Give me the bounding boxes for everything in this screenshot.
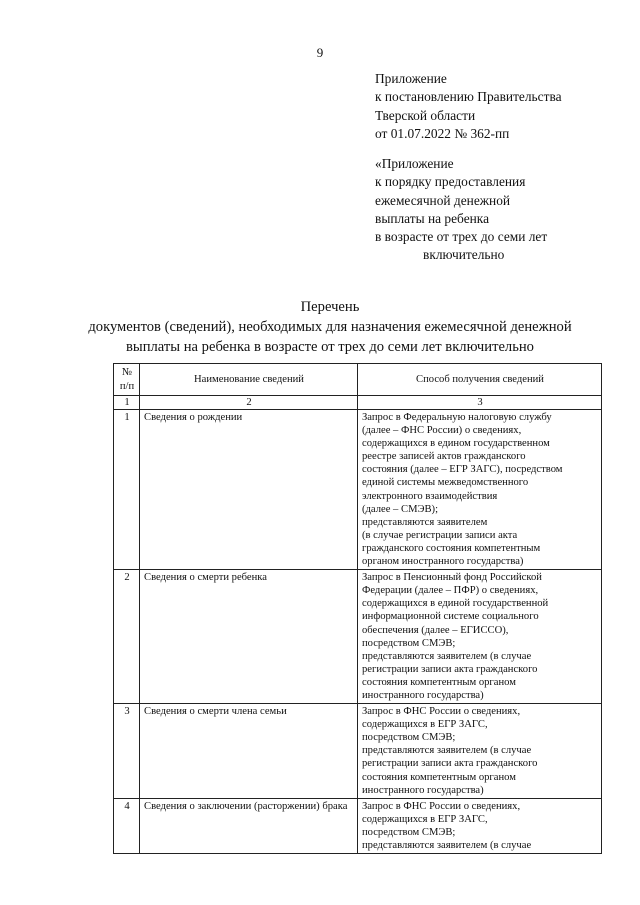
row-source-line: состояния компетентным органом — [362, 676, 516, 688]
row-number: 1 — [114, 410, 140, 570]
header-name: Наименование сведений — [140, 364, 358, 396]
table-header-row — [114, 364, 602, 396]
document-title-line: выплаты на ребенка в возрасте от трех до семи лет включительно — [126, 339, 534, 355]
row-source-line: содержащихся в единой государственной — [362, 598, 549, 610]
row-source-line: (далее – ФНС России) о сведениях, — [362, 425, 522, 437]
document-title — [60, 297, 600, 357]
row-source-line: представляются заявителем — [362, 516, 488, 528]
row-source-line: единой системы межведомственного — [362, 477, 529, 489]
appendix-subheader-line: ежемесячной денежной — [375, 192, 511, 208]
appendix-header-line: Приложение — [375, 71, 447, 86]
row-source-line: представляются заявителем (в случае — [362, 745, 532, 757]
appendix-subheader-line: к порядку предоставления — [375, 174, 526, 190]
row-source — [358, 570, 602, 704]
table-row — [114, 570, 602, 704]
column-number: 2 — [140, 396, 358, 410]
row-source-line: Запрос в ФНС России о сведениях, — [362, 706, 521, 718]
documents-table — [113, 363, 602, 854]
row-source-line: Запрос в Федеральную налоговую службу — [362, 412, 552, 423]
row-source-line: Федерации (далее – ПФР) о сведениях, — [362, 585, 539, 597]
appendix-header-line: от 01.07.2022 № 362-пп — [375, 125, 510, 141]
page-number: 9 — [316, 45, 324, 60]
document-title-line: Перечень — [300, 299, 360, 315]
row-name: Сведения о рождении — [140, 410, 358, 570]
row-source-line: регистрации записи акта гражданского — [362, 758, 538, 770]
table-row — [114, 410, 602, 570]
appendix-header-line: к постановлению Правительства — [375, 89, 562, 105]
table-row — [114, 798, 602, 853]
row-source-line: электронного взаимодействия — [362, 490, 498, 502]
row-source-line: содержащихся в ЕГР ЗАГС, — [362, 719, 488, 731]
row-source-line: Запрос в Пенсионный фонд Российской — [362, 572, 542, 584]
row-source-line: реестре записей актов гражданского — [362, 451, 526, 463]
row-source-line: представляются заявителем (в случае — [362, 650, 532, 662]
row-source — [358, 704, 602, 799]
row-source-line: посредством СМЭВ; — [362, 732, 456, 744]
row-number: 2 — [114, 570, 140, 704]
row-number: 3 — [114, 704, 140, 799]
row-source-line: представляются заявителем (в случае — [362, 840, 532, 851]
row-source-line: посредством СМЭВ; — [362, 637, 456, 649]
row-source-line: Запрос в ФНС России о сведениях, — [362, 800, 521, 812]
row-source-line: (в случае регистрации записи акта — [362, 529, 518, 541]
row-source — [358, 410, 602, 570]
row-source-line: обеспечения (далее – ЕГИССО), — [362, 624, 509, 636]
appendix-header-line: Тверской области — [375, 107, 476, 123]
row-source-line: посредством СМЭВ; — [362, 826, 456, 838]
row-source-line: иностранного государства) — [362, 784, 484, 796]
appendix-subheader-line: выплаты на ребенка — [375, 210, 490, 226]
row-source-line: содержащихся в едином государственном — [362, 438, 550, 450]
row-source-line: содержащихся в ЕГР ЗАГС, — [362, 813, 488, 825]
header-source: Способ получения сведений — [358, 364, 602, 396]
row-source-line: состояния (далее – ЕГР ЗАГС), посредством — [362, 464, 563, 476]
column-number: 3 — [358, 396, 602, 410]
document-title-line: документов (сведений), необходимых для назначения ежемесячной денежной — [88, 319, 572, 335]
row-number: 4 — [114, 798, 140, 853]
appendix-header — [375, 70, 615, 143]
row-source-line: информационной системе социального — [362, 611, 539, 623]
row-source — [358, 798, 602, 853]
appendix-subheader-line: «Приложение — [375, 156, 454, 171]
row-source-line: гражданского состояния компетентным — [362, 542, 541, 554]
column-number-row — [114, 396, 602, 410]
row-source-line: органом иностранного государства) — [362, 556, 524, 568]
row-source-line: (далее – СМЭВ); — [362, 503, 439, 515]
row-name: Сведения о заключении (расторжении) брака — [140, 798, 358, 853]
appendix-subheader-line: в возрасте от трех до семи лет — [375, 229, 548, 245]
row-source-line: регистрации записи акта гражданского — [362, 663, 538, 675]
appendix-subheader — [375, 155, 615, 265]
column-number: 1 — [114, 396, 140, 410]
row-source-line: иностранного государства) — [362, 689, 484, 701]
appendix-subheader-line: включительно — [423, 247, 505, 263]
header-number: № п/п — [114, 364, 140, 396]
row-name: Сведения о смерти члена семьи — [140, 704, 358, 799]
row-source-line: состояния компетентным органом — [362, 771, 516, 783]
table-row — [114, 704, 602, 799]
row-name: Сведения о смерти ребенка — [140, 570, 358, 704]
